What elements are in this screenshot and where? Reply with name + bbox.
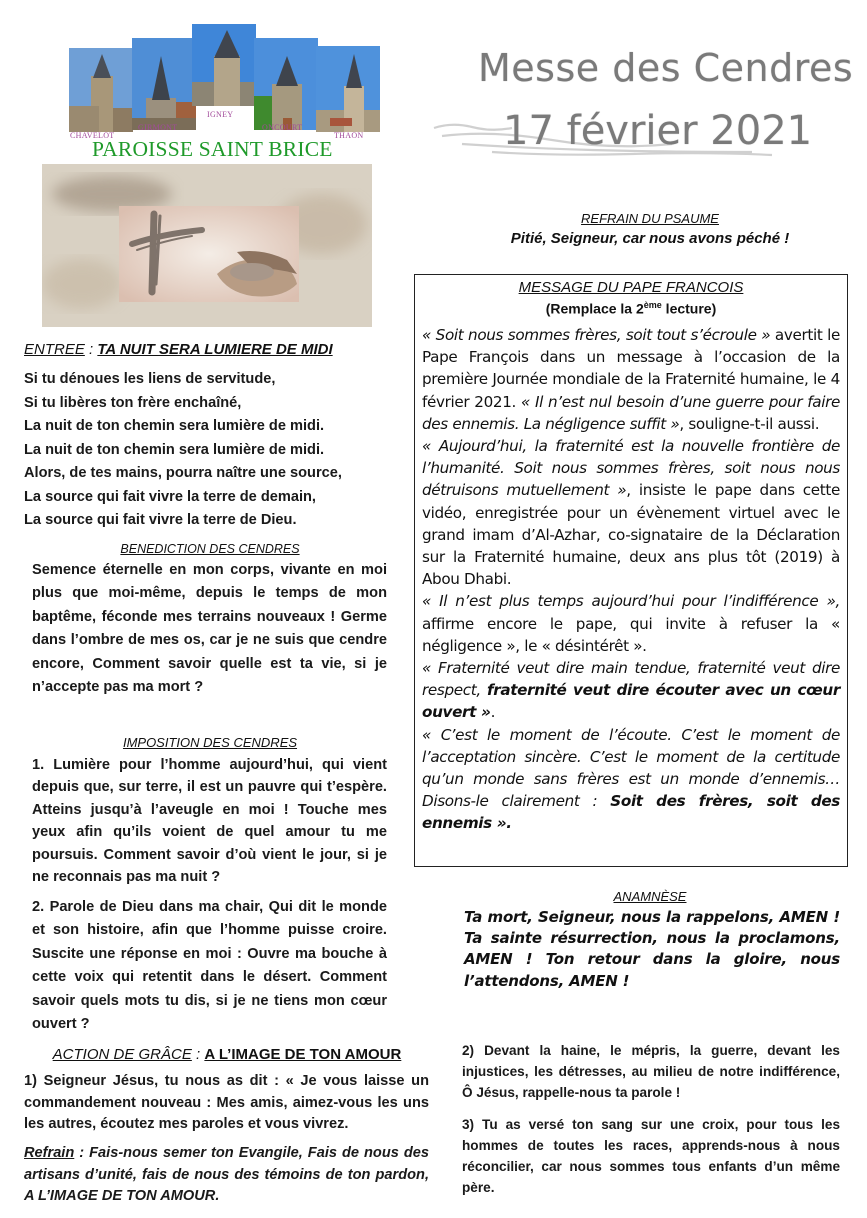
text: , souligne-t-il aussi. — [679, 414, 820, 433]
lyric-line: Si tu libères ton frère enchaîné, — [24, 394, 242, 411]
imposition-verse-1: 1. Lumière pour l’homme aujourd’hui, qui vient depuis que, sur terre, il est un pauvre qui t’espère. Atteins jusqu’à l’aveugle en moi ! Touche mes yeux afin qu’ils voient de quel amour tu me poursuis. Comment savoir d’où vient le jour, si je ne reconnais pas ma nuit ? — [32, 757, 387, 886]
parish-logo — [64, 20, 380, 160]
refrain-text: : Fais-nous semer ton Evangile, Fais de nous des artisans d’unité, fais de nous des témoins de ton pardon, A L’IMAGE DE TON AMOUR. — [24, 1145, 429, 1204]
entree-song-title: TA NUIT SERA LUMIERE DE MIDI — [97, 341, 333, 358]
pope-paragraph — [422, 590, 840, 657]
benediction-heading: BENEDICTION DES CENDRES — [120, 542, 300, 556]
text: . — [490, 703, 496, 722]
psaume-refrain: Pitié, Seigneur, car nous avons péché ! — [510, 230, 790, 247]
action-de-grace-song-title: A L’IMAGE DE TON AMOUR — [204, 1046, 402, 1063]
pope-paragraph — [422, 724, 840, 835]
lyric-line: La nuit de ton chemin sera lumière de midi. — [24, 441, 325, 458]
church-photo-oncourt — [254, 38, 318, 130]
entree-label: ENTREE — [24, 341, 85, 358]
quote: « Soit nous sommes frères, soit tout s’écroule » — [422, 326, 771, 344]
church-photo-chavelot — [69, 48, 133, 132]
ash-cross-image — [42, 164, 372, 327]
imposition-verse-2: 2. Parole de Dieu dans ma chair, Qui dit le monde et son histoire, afin que l’homme puisse croire. Suscite une réponse en moi : Ouvre ma bouche à cette voix qui retentit dans le désert. Comment savoir quels mots tu dis, si je ne tiens mon cœur ouvert ? — [32, 899, 387, 1033]
quote-bold: fraternité veut dire écouter avec un cœur ouvert » — [422, 681, 841, 722]
entree-heading — [24, 341, 333, 358]
entree-separator: : — [84, 341, 98, 358]
pope-paragraph — [422, 435, 840, 590]
quote: « Aujourd’hui, la fraternité est la nouvelle frontière de l’humanité. Soit nous sommes frères, soit nous nous détruisons mutuellement » — [422, 437, 840, 500]
refrain-label: Refrain — [24, 1145, 75, 1161]
quote: « C’est le moment de l’écoute. C’est le moment de l’acceptation sincère. C’est le moment de la certitude qu’un monde sans frères est un monde d’ennemis… Disons-le clairement : — [422, 725, 840, 811]
church-photo-thaon — [316, 46, 380, 132]
pope-message-heading: MESSAGE DU PAPE FRANCOIS — [518, 279, 744, 296]
subtitle-suffix: lecture) — [661, 300, 717, 317]
action-de-grace-label: ACTION DE GRÂCE — [52, 1046, 192, 1063]
text: , insiste le pape dans cette vidéo, enregistrée pour un évènement virtuel avec le grand imam d’Al-Azhar, co-signataire de la Déclaration sur la Fraternité humaine, deux ans plus tôt (2019) à Abou Dhabi. — [422, 481, 840, 589]
entree-lyrics — [24, 368, 342, 533]
page-title: Messe des Cendres — [478, 46, 854, 90]
page-date: 17 février 2021 — [503, 108, 813, 154]
action-de-grace-verse-3: 3) Tu as versé ton sang sur une croix, pour tous les hommes de toutes les races, apprends-nous à nous réconcilier, car nous sommes tous enfants d’un même père. — [462, 1117, 840, 1195]
lyric-line: La nuit de ton chemin sera lumière de midi. — [24, 418, 325, 434]
subtitle-superscript: ème — [643, 300, 662, 310]
parish-name: PAROISSE SAINT BRICE — [92, 137, 333, 161]
pope-message-subtitle — [414, 300, 848, 317]
village-label: ONCOURT — [262, 123, 303, 132]
action-de-grace-separator: : — [191, 1046, 205, 1063]
village-label: IGNEY — [207, 110, 234, 119]
quote: « Fraternité veut dire main tendue, fraternité veut dire respect, — [422, 659, 840, 700]
pope-paragraph — [422, 324, 840, 435]
quote: « Il n’est plus temps aujourd’hui pour l’indifférence », — [422, 592, 840, 611]
imposition-heading: IMPOSITION DES CENDRES — [122, 735, 298, 750]
action-de-grace-heading — [22, 1046, 432, 1063]
quote-bold: Soit des frères, soit des ennemis ». — [422, 792, 840, 833]
quote: « Il n’est nul besoin d’une guerre pour faire des ennemis. La négligence suffit » — [422, 392, 840, 433]
church-photo-igney — [192, 24, 256, 106]
village-label: THAON — [334, 131, 364, 140]
lyric-line: La source qui fait vivre la terre de Dieu. — [24, 512, 297, 528]
text: avertit le Pape François dans un message à l’occasion de la première Journée mondiale de la Fraternité humaine, le 4 février 2021. — [422, 326, 840, 411]
benediction-text: Semence éternelle en mon corps, vivante en moi plus que moi-même, depuis le temps de mon baptême, féconde mes terrains nouveaux ! Germe dans l’ombre de mes os, car je ne suis que cendre encore, Comment savoir quelle est ta vie, si je n’accepte pas ma mort ? — [32, 562, 387, 696]
lyric-line: Alors, de tes mains, pourra naître une source, — [24, 465, 342, 481]
subtitle-prefix: (Remplace la 2 — [545, 300, 644, 317]
lyric-line: La source qui fait vivre la terre de demain, — [24, 488, 316, 505]
village-label: CHAVELOT — [70, 131, 115, 140]
pope-paragraph — [422, 657, 840, 724]
psaume-heading: REFRAIN DU PSAUME — [581, 211, 719, 226]
lyric-line: Si tu dénoues les liens de servitude, — [24, 371, 276, 387]
church-photo-girmont — [132, 38, 196, 130]
pope-message-text — [422, 324, 840, 835]
text: affirme encore le pape, qui invite à refuser la « négligence », le « désintérêt ». — [422, 614, 840, 655]
anamnese-heading: ANAMNÈSE — [613, 889, 687, 904]
action-de-grace-refrain — [24, 1143, 429, 1208]
village-label: GIRMONT — [138, 123, 178, 132]
action-de-grace-verse-1: 1) Seigneur Jésus, tu nous as dit : « Je vous laisse un commandement nouveau : Mes amis, aimez-vous les uns les autres, écoutez mes paroles et vous vivrez. — [24, 1073, 429, 1132]
action-de-grace-verse-2: 2) Devant la haine, le mépris, la guerre, devant les injustices, les détresses, au milieu de notre indifférence, Ô Jésus, rappelle-nous ta parole ! — [462, 1043, 840, 1100]
anamnese-text: Ta mort, Seigneur, nous la rappelons, AMEN ! Ta sainte résurrection, nous la proclamons, AMEN ! Ton retour dans la gloire, nous l’attendons, AMEN ! — [464, 908, 840, 990]
